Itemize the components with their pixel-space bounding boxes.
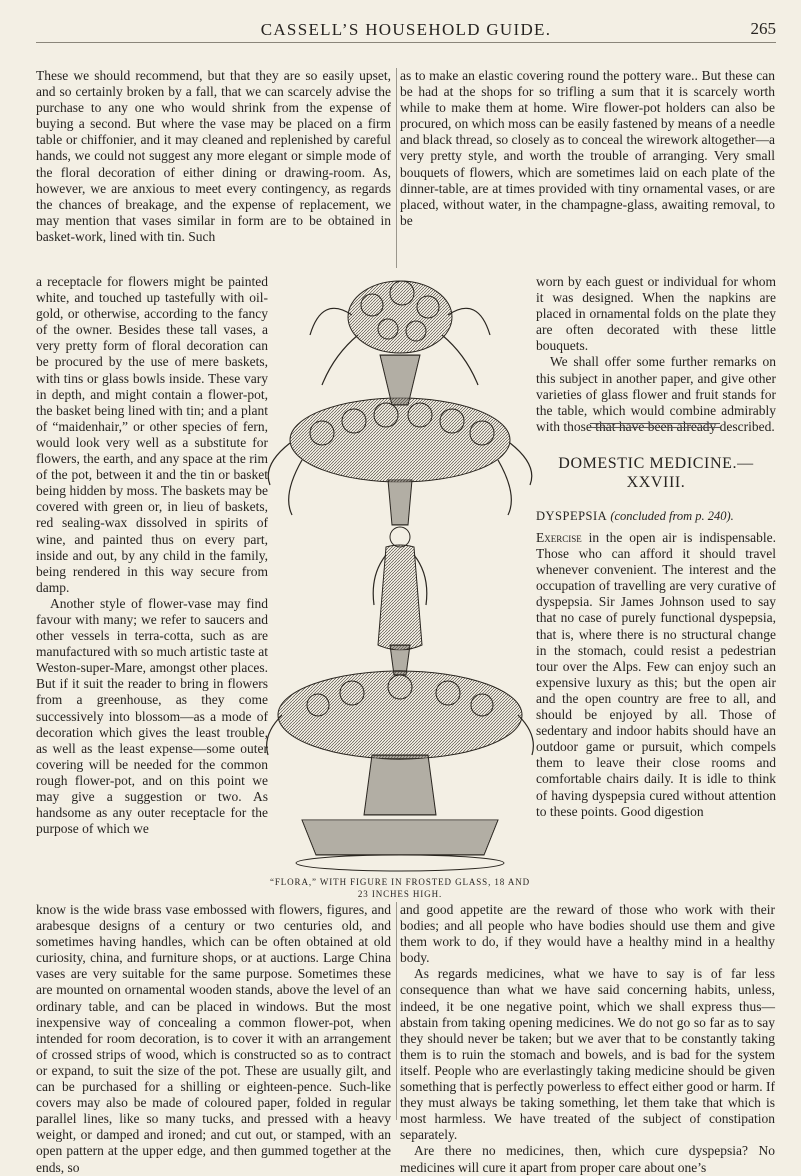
section-number: XXVIII. bbox=[626, 474, 686, 491]
paragraph: a receptacle for flowers might be painted white, and touched up tastefully with oil-gold, or otherwise, according to the fancy of the owner. Besides these tall vases, a very pretty form of floral decoration can be procured by the use of mere baskets, with tins or glass bowls inside. These vary in depth, and might contain a flower-pot, the basket being lined with tin; and a plant of “maidenhair,” or other species of fern, would look very well as a substitute for flowers, the earth, and any space at the rim of the pot, between it and the tin or basket being hidden by moss. The baskets may be covered with green or, in lieu of baskets, red sealing-wax dissolved in spirits of wine, and painted thus on every part, inside and out, by any child in the family, being rendered in this way secure from damp. bbox=[36, 274, 268, 595]
caption-line: “FLORA,” WITH FIGURE IN FROSTED GLASS, 18 AND bbox=[269, 877, 531, 887]
paragraph: Another style of flower-vase may find favour with many; we refer to saucers and other vessels in terra-cotta, such as are manufactured with so much artistic taste at Weston-super-Mare, amongst other places. But if it suit the reader to bring in flowers from a greenhouse, as they come successively into blossom—as a mode of decoration which gives the least trouble, as well as the least expense—some outer covering will be needed for the common rough flower-pot, and on this point we may give a suggestion or two. As handsome as any outer receptacle for the purpose of which we bbox=[36, 595, 268, 837]
glass-base bbox=[296, 755, 504, 871]
paragraph: worn by each guest or individual for whom it was designed. When the napkins are placed in ornamental folds on the plate they are often decorated with these little bouquets. bbox=[536, 274, 776, 354]
paragraph: We shall offer some further remarks on this subject in another paper, and give other varieties of glass flower and fruit stands for the table, which would combine admirably with those that have been already described. bbox=[536, 354, 776, 434]
paragraph: and good appetite are the reward of those who work with their bodies; and all people who have bodies should use them and give them work to do, if they would have a healthy mind in a healthy body. bbox=[400, 902, 775, 966]
section-title: DOMESTIC MEDICINE.— bbox=[558, 455, 754, 472]
page-header bbox=[36, 14, 776, 43]
paragraph: As regards medicines, what we have to say is of far less consequence than what we have said concerning habits, unless, indeed, it be one negative point, which we shall express thus—abstain from taking opening medicines. We do not go so far as to say they should never be taken; but we aver that to be constantly taking them is to ruin the stomach and bowels, and is bad for the system itself. People who are everlastingly taking medicine should be given something that is perfectly powerless to effect either good or harm. If they must always be taking something, let them take that which is most harmless. We have treated of the subject of constipation separately. bbox=[400, 966, 775, 1143]
flower-stand-illustration bbox=[262, 275, 538, 885]
subtitle-lead: DYSPEPSIA bbox=[536, 509, 608, 523]
paragraph: as to make an elastic covering round the pottery ware.. But these can be had at the shops for so trifling a sum that it is scarcely worth while to make them at home. Wire flower-pot holders can also be procured, on which moss can be easily fastened by means of a needle and black thread, so closely as to conceal the wirework altogether—a very pretty style, and worth the trouble of arranging. Very small bouquets of flowers, which are sometimes laid on each plate of the dinner-table, are at times provided with tiny ornamental vases, or are placed, without water, in the champagne-glass, awaiting removal, to be bbox=[400, 68, 775, 228]
lead-word: Exercise bbox=[536, 530, 582, 545]
section-heading bbox=[536, 454, 776, 492]
lower-bouquet bbox=[267, 671, 534, 759]
column-rule-top bbox=[396, 68, 397, 268]
figure-caption bbox=[262, 876, 538, 900]
left-column-bottom-text bbox=[36, 902, 391, 1176]
flower-stand-drawing bbox=[262, 275, 538, 875]
paragraph-body: in the open air is indispensable. Those who can afford it should travel whenever convenient. The interest and the occupation of travelling are very curative of dyspepsia. Sir James Johnson used to say that no case of purely functional dyspepsia, that is, where there is no structural change in the stomach, could resist a pedestrian tour over the Alps. Few can enjoy such an expensive luxury as this; but the open air and the open country are free to all, and should be enjoyed by all. Those of sedentary and indoor habits should have an outdoor game or pursuit, which compels them to leave their close rooms and comfortable chairs daily. It is idle to think of having dyspepsia cured without attention to these points. Good digestion bbox=[536, 530, 776, 819]
right-column-top-text bbox=[400, 68, 775, 229]
column-rule-bottom bbox=[396, 902, 397, 1120]
section-subtitle bbox=[536, 509, 776, 524]
paragraph: Are there no medicines, then, which cure dyspepsia? No medicines will cure it apart from proper care about one’s bbox=[400, 1143, 775, 1175]
page-number: 265 bbox=[750, 19, 776, 38]
frosted-glass-figure bbox=[373, 480, 427, 675]
medicine-text bbox=[536, 530, 776, 820]
left-column-middle-text bbox=[36, 274, 268, 837]
paragraph bbox=[536, 530, 776, 820]
caption-line: 23 INCHES HIGH. bbox=[357, 889, 443, 899]
paragraph: These we should recommend, but that they are so easily upset, and so certainly broken by a fall, that we can scarcely advise the purchase to any one who would shrink from the expense of buying a second. But where the vase may be placed on a firm table or chiffonier, and it may cleaned and replenished by careful hands, we could not suggest any more elegant or simple mode of the floral decoration of either dining or drawing-room. As, however, we are anxious to meet every contingency, as regards the chances of breakage, and the expense of replacement, we may mention that vases similar in form are to be obtained in basket-work, lined with tin. Such bbox=[36, 68, 391, 244]
paragraph: know is the wide brass vase embossed with flowers, figures, and arabesque designs of a century or two centuries old, and sometimes having handles, which can be often obtained at old curiosity, china, and furniture shops, or at auctions. Large China vases are very suitable for the same purpose. Sometimes these are mounted on ornamental wooden stands, above the level of an ordinary table, and can be placed in windows. But the most inexpensive way of concealing a common flower-pot, when intended for room decoration, is to cover it with an arrangement of crossed strips of wood, which is constructed so as to contract or expand, to suit the size of the pot. These are usually gilt, and can be purchased for a shilling or eighteen-pence. Such-like covers may also be made of coloured paper, folded in regular parallel lines, like so many tucks, and pressed with a heavy weight, or damped and ironed; and cut out, or stamped, with an open pattern at the upper edge, and then gummed together at the ends, so bbox=[36, 902, 391, 1175]
subtitle-note: (concluded from p. 240). bbox=[610, 509, 734, 523]
left-column-top-text bbox=[36, 68, 391, 245]
section-divider bbox=[590, 423, 720, 428]
right-column-bottom-text bbox=[400, 902, 775, 1176]
running-title: CASSELL’S HOUSEHOLD GUIDE. bbox=[260, 20, 552, 39]
right-column-middle-text bbox=[536, 274, 776, 435]
